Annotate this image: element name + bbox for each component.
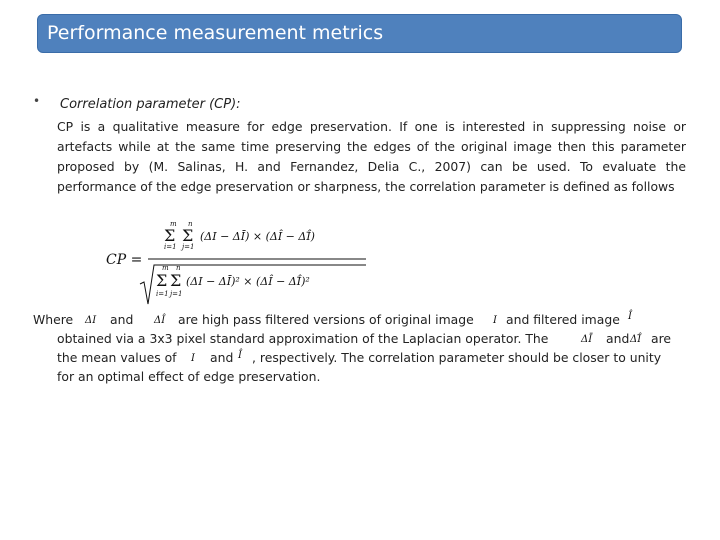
den-sum1-lower: i=1 — [156, 290, 169, 298]
den-sum2-sigma: Σ — [170, 271, 182, 290]
formula-lhs: CP = — [106, 252, 143, 268]
den-sum2-upper: n — [176, 264, 181, 272]
den-sum1-upper: m — [162, 264, 169, 272]
where-text-1: Where — [33, 312, 74, 327]
where-text-10: , respectively. The correlation parameter should be closer to unity — [252, 350, 662, 365]
slide-title-bar — [37, 14, 682, 53]
num-sum2-upper: n — [188, 220, 193, 228]
num-sum2-lower: j=1 — [182, 243, 195, 251]
where-text-9: and — [210, 350, 234, 365]
where-text-2: and — [110, 312, 134, 327]
symbol-delta-i: ΔI — [85, 315, 97, 326]
symbol-delta-ihatbar: ΔÎ̄ — [630, 334, 642, 345]
den-sum2-lower: j=1 — [170, 290, 183, 298]
num-sum1-upper: m — [170, 220, 177, 228]
formula-denominator: (ΔI − ΔĪ)² × (ΔÎ − ΔÎ̄)² — [186, 275, 310, 288]
num-sum2-sigma: Σ — [182, 226, 194, 245]
symbol-delta-ihat: ΔÎ — [154, 315, 166, 326]
bullet-marker: • — [33, 94, 41, 108]
slide-title: Performance measurement metrics — [47, 22, 384, 44]
num-sum1-lower: i=1 — [164, 243, 177, 251]
formula-numerator: (ΔI − ΔĪ) × (ΔÎ − ΔÎ̄) — [200, 230, 315, 243]
num-sum1-sigma: Σ — [164, 226, 176, 245]
where-text-11: for an optimal effect of edge preservation. — [57, 369, 321, 384]
section-heading: Correlation parameter (CP): — [60, 97, 241, 112]
symbol-ihat-2: Î — [238, 350, 242, 361]
symbol-i: I — [493, 315, 497, 326]
where-text-3: are high pass filtered versions of original image — [178, 312, 474, 327]
where-text-7: are — [651, 331, 672, 346]
where-text-6: and — [606, 331, 630, 346]
body-paragraph: CP is a qualitative measure for edge preservation. If one is interested in suppressing noise or artefacts while at the same time preserving the edges of the original image then this parameter proposed by (M. Salinas, H. and Fernandez, Delia C., 2007) can be used. To evaluate the performance of the edge preservation or sharpness, the correlation parameter is defined as follows — [57, 119, 686, 194]
where-text-5: obtained via a 3x3 pixel standard approximation of the Laplacian operator. The — [57, 331, 549, 346]
cp-formula — [104, 218, 374, 306]
cp-formula-graphic — [104, 218, 374, 306]
where-text-4: and filtered image — [506, 312, 620, 327]
where-text-8: the mean values of — [57, 350, 177, 365]
symbol-ihat: Î — [628, 311, 632, 322]
den-sum1-sigma: Σ — [156, 271, 168, 290]
where-explanation — [33, 309, 693, 389]
symbol-delta-ibar: ΔĪ — [581, 334, 593, 345]
symbol-i-2: I — [191, 353, 195, 364]
